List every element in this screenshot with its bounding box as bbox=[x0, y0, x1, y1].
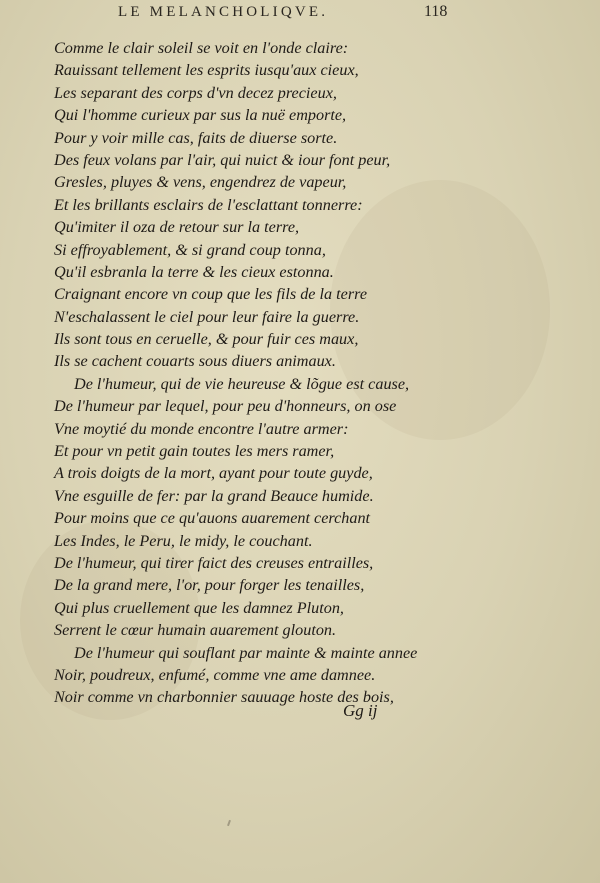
verse-line: De l'humeur par lequel, pour peu d'honneurs, on ose bbox=[54, 397, 397, 416]
signature-mark: Gg ij bbox=[343, 701, 378, 720]
verse-line: Qui l'homme curieux par sus la nuë emporte, bbox=[54, 106, 347, 125]
verse-line: Comme le clair soleil se voit en l'onde claire: bbox=[54, 39, 349, 57]
verse-line: Qu'imiter il oza de retour sur la terre, bbox=[54, 218, 300, 237]
page-number: 118 bbox=[424, 3, 448, 20]
verse-line: Craignant encore vn coup que les fils de la terre bbox=[54, 285, 368, 304]
verse-line: Vne esguille de fer: par la grand Beauce humide. bbox=[54, 486, 374, 505]
verse-line: Les Indes, le Peru, le midy, le couchant. bbox=[54, 531, 313, 550]
poem-verses bbox=[54, 37, 417, 709]
verse-line: Ils sont tous en ceruelle, & pour fuir ces maux, bbox=[54, 330, 359, 349]
verse-line: N'eschalassent le ciel pour leur faire la guerre. bbox=[54, 307, 360, 326]
verse-line: De l'humeur, qui tirer faict des creuses entrailles, bbox=[54, 553, 374, 572]
verse-line: Ils se cachent couarts sous diuers animaux. bbox=[54, 352, 336, 371]
verse-line: Rauissant tellement les esprits iusqu'aux cieux, bbox=[54, 61, 359, 80]
verse-line: Et les brillants esclairs de l'esclattant tonnerre: bbox=[54, 195, 363, 214]
verse-line: Serrent le cœur humain auarement glouton. bbox=[54, 621, 337, 640]
verse-line: Des feux volans par l'air, qui nuict & iour font peur, bbox=[54, 150, 391, 169]
running-title: LE MELANCHOLIQVE. bbox=[118, 4, 329, 20]
verse-line: Et pour vn petit gain toutes les mers ramer, bbox=[54, 442, 335, 461]
verse-line: Noir, poudreux, enfumé, comme vne ame damnee. bbox=[54, 665, 376, 684]
verse-line: Gresles, pluyes & vens, engendrez de vapeur, bbox=[54, 173, 347, 192]
verse-line: Pour moins que ce qu'auons auarement cerchant bbox=[54, 509, 371, 528]
verse-line: Qu'il esbranla la terre & les cieux estonna. bbox=[54, 262, 334, 281]
verse-line: Noir comme vn charbonnier sauuage hoste des bois, bbox=[54, 688, 394, 707]
verse-line: De la grand mere, l'or, pour forger les tenailles, bbox=[54, 576, 365, 595]
verse-line: Les separant des corps d'vn decez precieux, bbox=[54, 83, 337, 102]
verse-line: Qui plus cruellement que les damnez Pluton, bbox=[54, 598, 344, 617]
verse-line: Pour y voir mille cas, faits de diuerse sorte. bbox=[54, 128, 338, 147]
paper-speck bbox=[227, 820, 231, 826]
verse-line: De l'humeur qui souflant par mainte & mainte annee bbox=[74, 643, 418, 662]
verse-line: De l'humeur, qui de vie heureuse & lõgue est cause, bbox=[74, 374, 410, 393]
verse-line: A trois doigts de la mort, ayant pour toute guyde, bbox=[54, 464, 373, 483]
verse-line: Vne moytié du monde encontre l'autre armer: bbox=[54, 419, 349, 438]
verse-line: Si effroyablement, & si grand coup tonna, bbox=[54, 240, 326, 259]
